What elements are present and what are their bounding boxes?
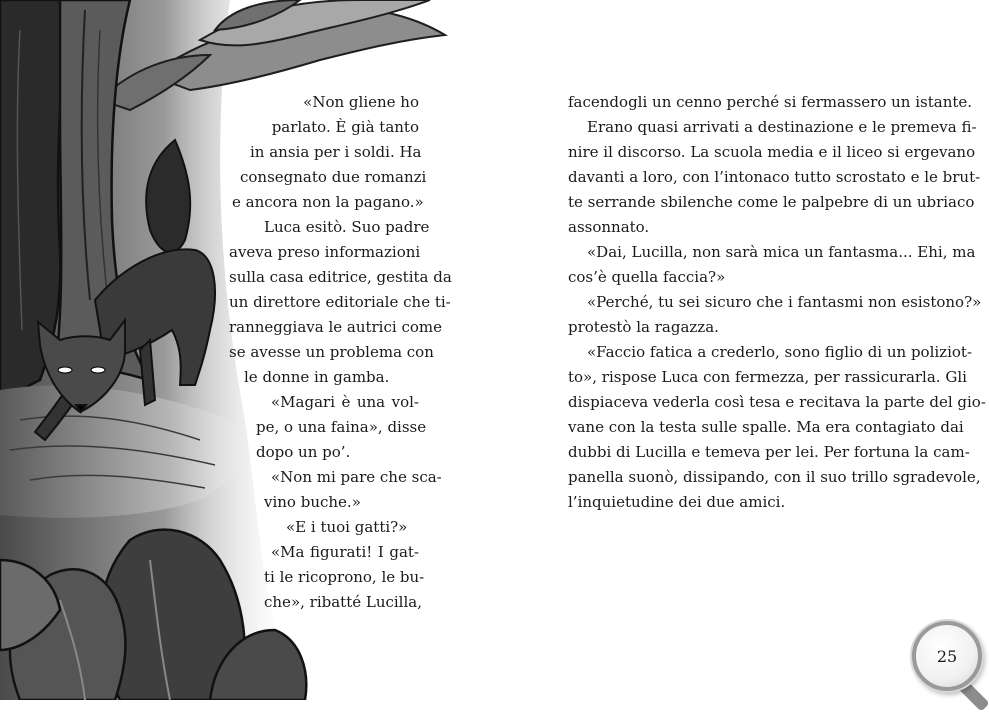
text-line: ranneggiava le autrici come bbox=[229, 318, 442, 336]
text-line: nire il discorso. La scuola media e il liceo si ergevano bbox=[568, 143, 976, 161]
text-line: «Magari è una vol- bbox=[271, 393, 419, 411]
page-number: 25 bbox=[936, 646, 958, 666]
text-line: le donne in gamba. bbox=[244, 368, 390, 386]
text-line: parlato. È già tanto bbox=[271, 118, 419, 136]
text-line: to», rispose Luca con fermezza, per rassicurarla. Gli bbox=[568, 368, 967, 386]
page-number-badge bbox=[912, 621, 982, 691]
text-line: consegnato due romanzi bbox=[240, 168, 427, 186]
text-line: panella suonò, dissipando, con il suo trillo sgradevole, bbox=[568, 468, 981, 486]
text-line: se avesse un problema con bbox=[229, 343, 434, 361]
text-line: Erano quasi arrivati a destinazione e le premeva fi- bbox=[587, 118, 977, 136]
text-line: vino buche.» bbox=[264, 493, 361, 511]
text-line: dopo un po’. bbox=[256, 443, 351, 461]
text-line: vane con la testa sulle spalle. Ma era contagiato dai bbox=[568, 418, 964, 436]
text-line: «Dai, Lucilla, non sarà mica un fantasma... Ehi, ma bbox=[587, 243, 976, 261]
text-line: «Non gliene ho bbox=[303, 93, 419, 111]
text-line: «Non mi pare che sca- bbox=[271, 468, 442, 486]
text-line: «Faccio fatica a crederlo, sono figlio di un poliziot- bbox=[587, 343, 973, 361]
text-line: «E i tuoi gatti?» bbox=[286, 518, 408, 536]
text-line: protestò la ragazza. bbox=[568, 318, 719, 336]
text-line: in ansia per i soldi. Ha bbox=[250, 143, 422, 161]
text-line: «Ma figurati! I gat- bbox=[271, 543, 419, 561]
text-line: assonnato. bbox=[568, 218, 650, 236]
text-line: facendogli un cenno perché si fermassero un istante. bbox=[568, 93, 973, 111]
text-line: l’inquietudine dei due amici. bbox=[568, 493, 786, 511]
text-line: ti le ricoprono, le bu- bbox=[264, 568, 425, 586]
text-line: pe, o una faina», disse bbox=[256, 418, 427, 436]
text-line: dubbi di Lucilla e temeva per lei. Per fortuna la cam- bbox=[568, 443, 970, 461]
text-line: che», ribatté Lucilla, bbox=[264, 593, 422, 611]
text-line: davanti a loro, con l’intonaco tutto scrostato e le brut- bbox=[568, 168, 981, 186]
text-line: aveva preso informazioni bbox=[229, 243, 421, 261]
text-line: e ancora non la pagano.» bbox=[232, 193, 424, 211]
text-line: sulla casa editrice, gestita da bbox=[229, 268, 452, 286]
text-line: cos’è quella faccia?» bbox=[568, 268, 726, 286]
text-line: dispiaceva vederla così tesa e recitava la parte del gio- bbox=[568, 393, 986, 411]
text-line: Luca esitò. Suo padre bbox=[264, 218, 430, 236]
text-line: «Perché, tu sei sicuro che i fantasmi non esistono?» bbox=[587, 293, 982, 311]
text-line: te serrande sbilenche come le palpebre di un ubriaco bbox=[568, 193, 975, 211]
text-line: un direttore editoriale che ti- bbox=[229, 293, 451, 311]
